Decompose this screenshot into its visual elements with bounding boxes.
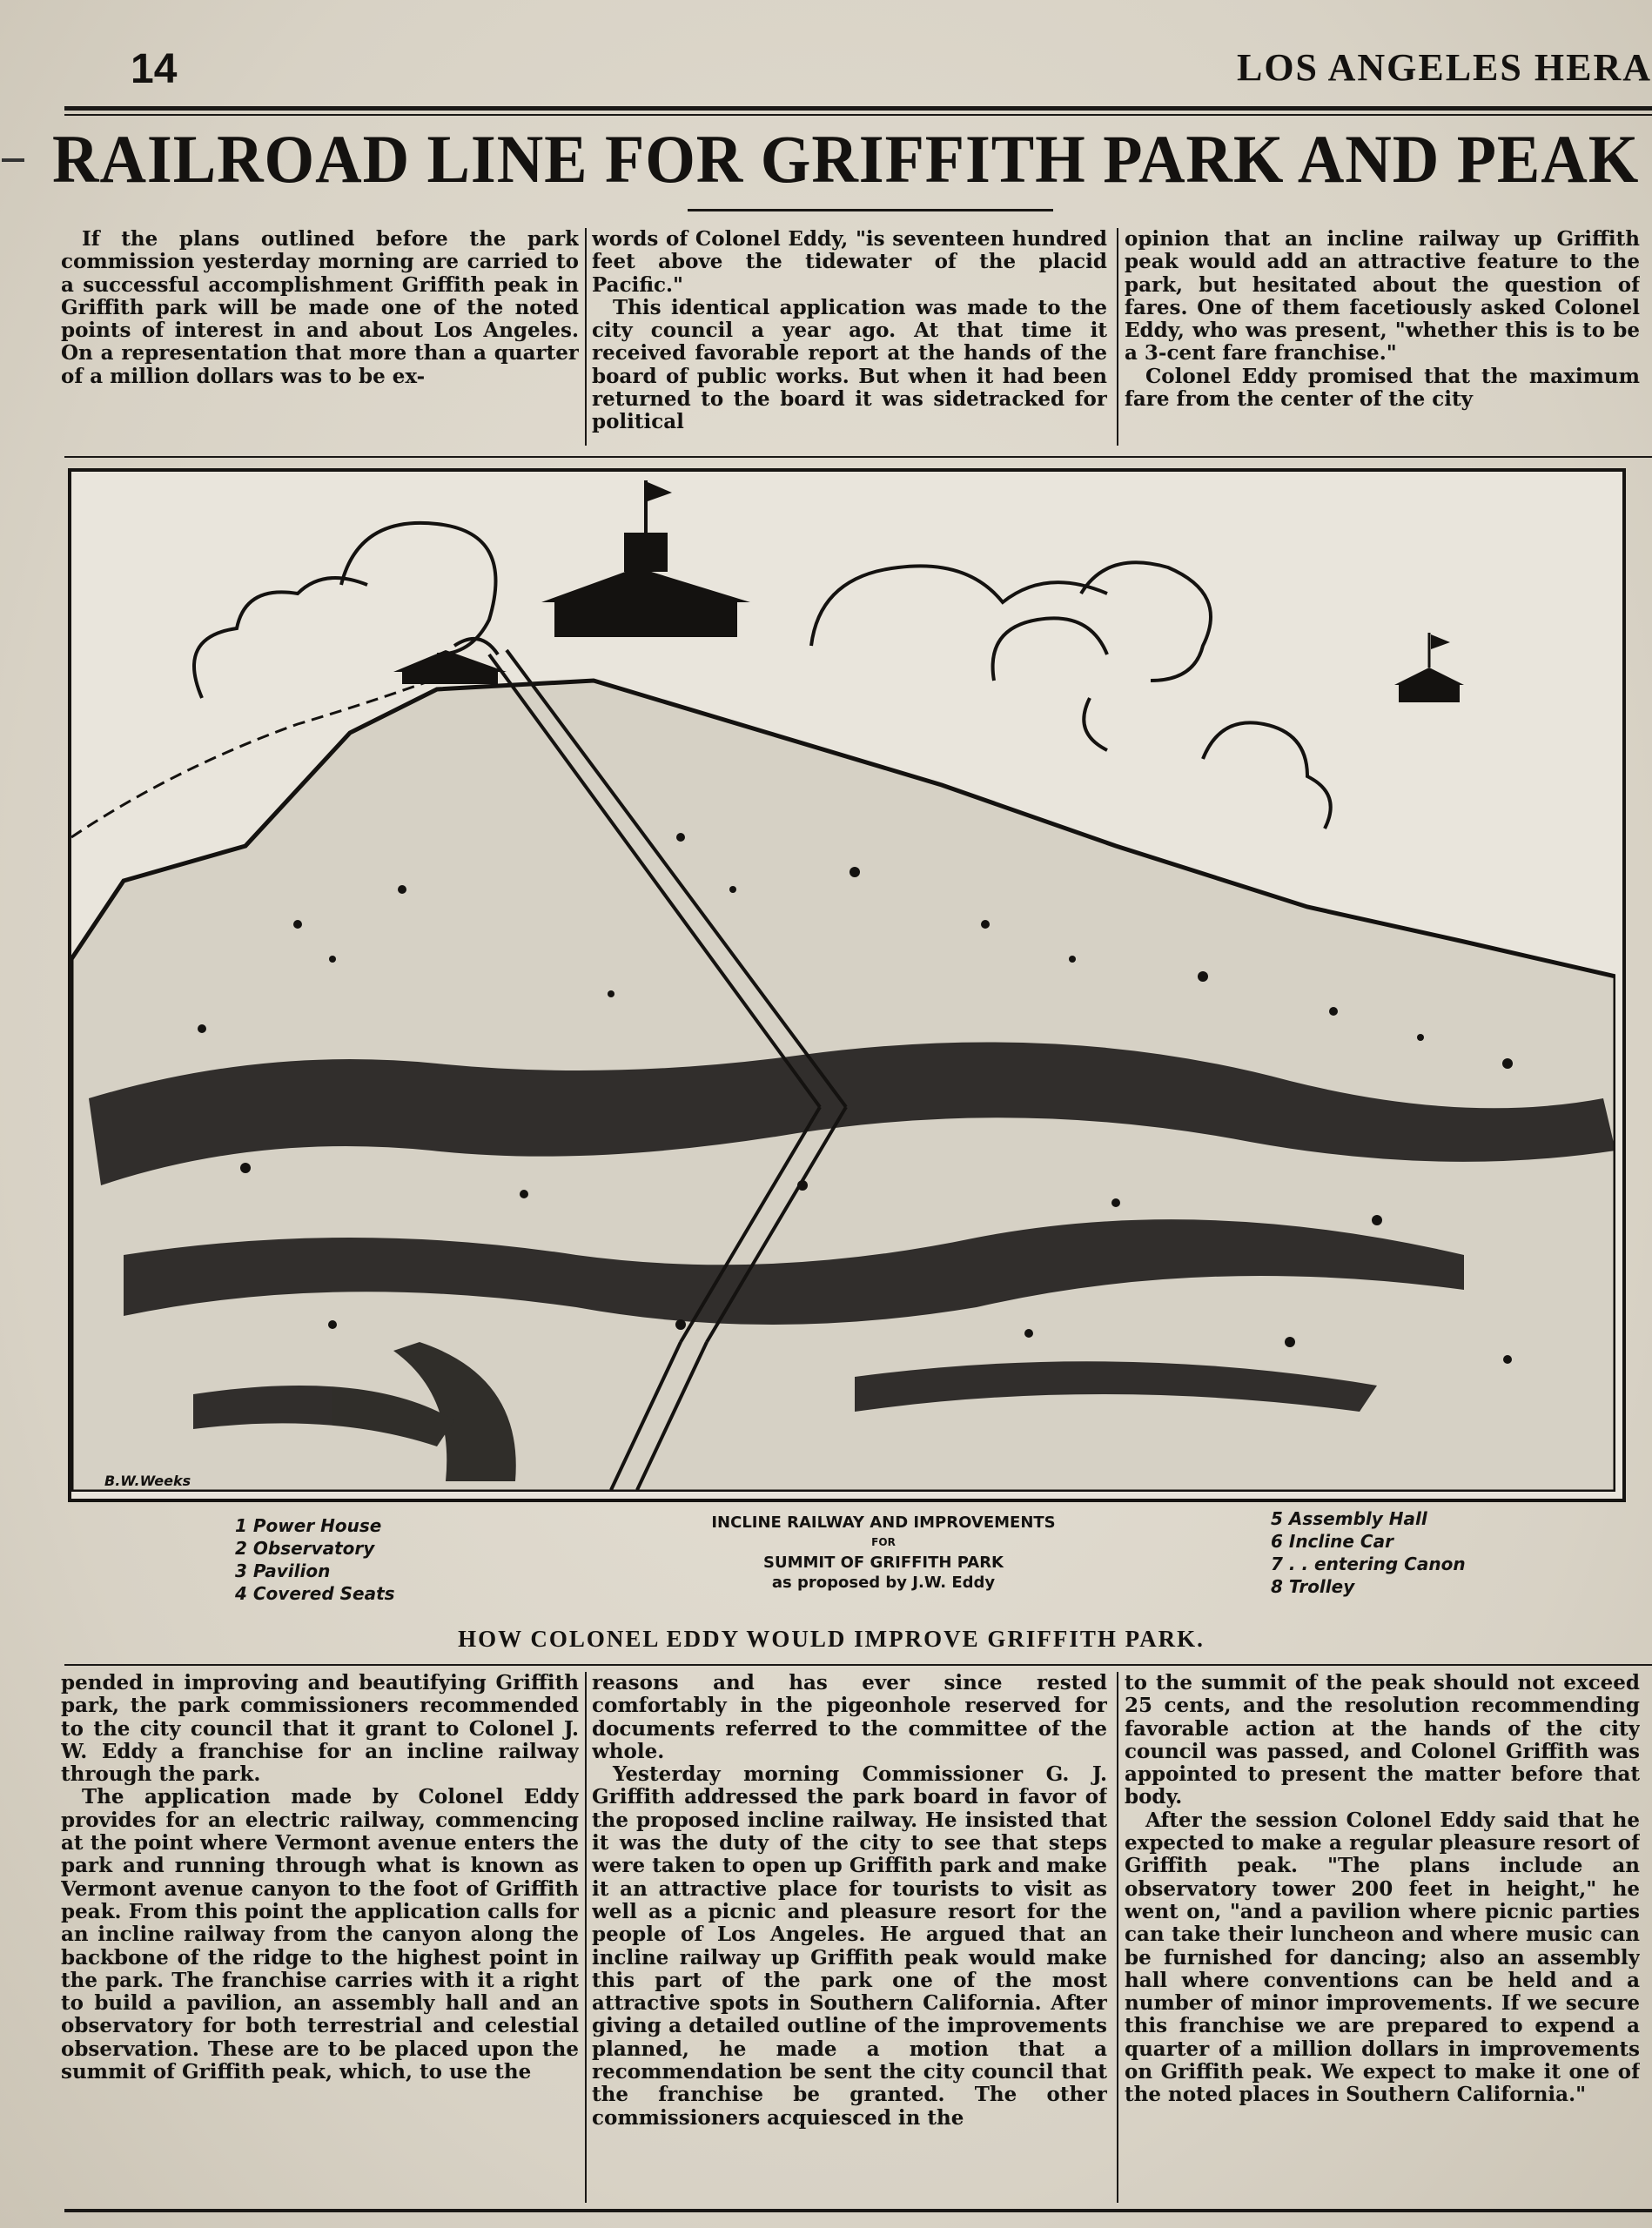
article-paragraph: This identical application was made to the city council a year ago. At that time it received favorable report at the hands of the board of public works. But when it had been returned to the board it was sidetracked for political [592,295,1107,434]
legend-title-line: as proposed by J.W. Eddy [771,1574,996,1592]
legend-item: 4 Covered Seats [235,1583,395,1604]
section-rule [64,456,1652,458]
column-divider [585,228,587,446]
legend-title-line: INCLINE RAILWAY AND IMPROVEMENTS [711,1513,1056,1532]
headline-rule [688,209,1053,211]
footer-rule [64,2209,1652,2212]
illustration-caption: HOW COLONEL EDDY WOULD IMPROVE GRIFFITH PARK. [458,1626,1205,1652]
column-divider [1117,1672,1118,2203]
legend-item: 8 Trolley [1271,1576,1355,1597]
article-paragraph: words of Colonel Eddy, "is seventeen hundred feet above the tidewater of the placid Pacific." [592,228,1107,297]
article-paragraph: The application made by Colonel Eddy provides for an electric railway, commencing at the point where Vermont avenue enters the park and running through what is known as Vermont avenue canyon to the foot of Griffith peak. From this point the application calls for an incline railway from the canyon along the backbone of the ridge to the highest point in the park. The franchise carries with it a right to build a pavilion, an assembly hall and an observatory for both terrestrial and celestial observation. These are to be placed upon the summit of Griffith peak, which, to use the [61,1785,579,2084]
illustration-frame [68,468,1626,1502]
far-pavilion [1394,633,1464,702]
header-rule-thin [64,114,1652,116]
legend-item: 1 Power House [235,1515,382,1536]
griffith-peak-illustration [71,472,1615,1492]
article-paragraph: After the session Colonel Eddy said that he expected to make a regular pleasure resort of Griffith peak. "The plans include an observatory tower 200 feet in height," he went on, "and a pavilion where picnic parties can take their luncheon and where music can be furnished for dancing; also an assembly hall where conventions can be held and a number of minor improvements. If we secure this franchise we are prepared to expend a quarter of a million dollars in improvements on Griffith peak. We expect to make it one of the noted places in Southern California." [1125,1808,1640,2107]
legend-title [661,1513,1105,1593]
top-column-2 [592,228,1107,444]
article-paragraph: opinion that an incline railway up Griffith peak would add an attractive feature to the park, but hesitated about the question of fares. One of them facetiously asked Colonel Eddy, who was present, "whether this is to be a 3-cent fare franchise." [1125,228,1640,366]
column-divider [1117,228,1118,446]
section-rule [64,1664,1652,1666]
legend-item: 7 . . entering Canon [1271,1554,1466,1574]
legend-left [235,1514,395,1605]
article-paragraph: to the summit of the peak should not exceed 25 cents, and the resolution recommending favorable action at the hands of the city council was passed, and Colonel Griffith was appointed to present the matter before that body. [1125,1672,1640,1809]
legend-item: 5 Assembly Hall [1271,1508,1427,1529]
margin-mark [2,158,24,162]
header-rule [64,106,1652,111]
headline: RAILROAD LINE FOR GRIFFITH PARK AND PEAK [52,121,1640,197]
article-paragraph: Colonel Eddy promised that the maximum fare from the center of the city [1125,364,1640,412]
legend-title-line: FOR [871,1536,896,1548]
legend-title-line: SUMMIT OF GRIFFITH PARK [762,1554,1004,1572]
observatory [541,480,750,637]
page-number: 14 [131,46,178,92]
article-paragraph: Yesterday morning Commissioner G. J. Griffith addressed the park board in favor of the proposed incline railway. He insisted that it was the duty of the city to see that steps were taken to open up Griffith park and make it an attractive place for tourists to visit as well as a picnic and pleasure resort for the people of Los Angeles. He argued that an incline railway up Griffith peak would make this part of the park one of the most attractive spots in Southern California. After giving a detailed outline of the improvements planned, he made a motion that a recommendation be sent the city council that the franchise be granted. The other commissioners acquiesced in the [592,1762,1107,2130]
legend-item: 3 Pavilion [235,1560,331,1581]
legend-item: 2 Observatory [235,1538,375,1559]
legend-item: 6 Incline Car [1271,1531,1393,1552]
article-paragraph: reasons and has ever since rested comfortably in the pigeonhole reserved for documents referred to the committee of the whole. [592,1672,1107,1763]
bottom-column-2 [592,1672,1107,2201]
legend-right [1271,1507,1466,1598]
bottom-column-3 [1125,1672,1640,2201]
artist-signature: B.W.Weeks [104,1473,191,1489]
bottom-column-1 [61,1672,579,2201]
masthead: LOS ANGELES HERA [1236,46,1652,89]
article-paragraph: If the plans outlined before the park commission yesterday morning are carried to a successful accomplishment Griffith peak in Griffith park will be made one of the noted points of interest in and about Los Angeles. On a representation that more than a quarter of a million dollars was to be ex- [61,228,579,388]
article-paragraph: pended in improving and beautifying Griffith park, the park commissioners recommended to the city council that it grant to Colonel J. W. Eddy a franchise for an incline railway through the park. [61,1672,579,1787]
top-column-3 [1125,228,1640,444]
column-divider [585,1672,587,2203]
top-column-1 [61,228,579,444]
